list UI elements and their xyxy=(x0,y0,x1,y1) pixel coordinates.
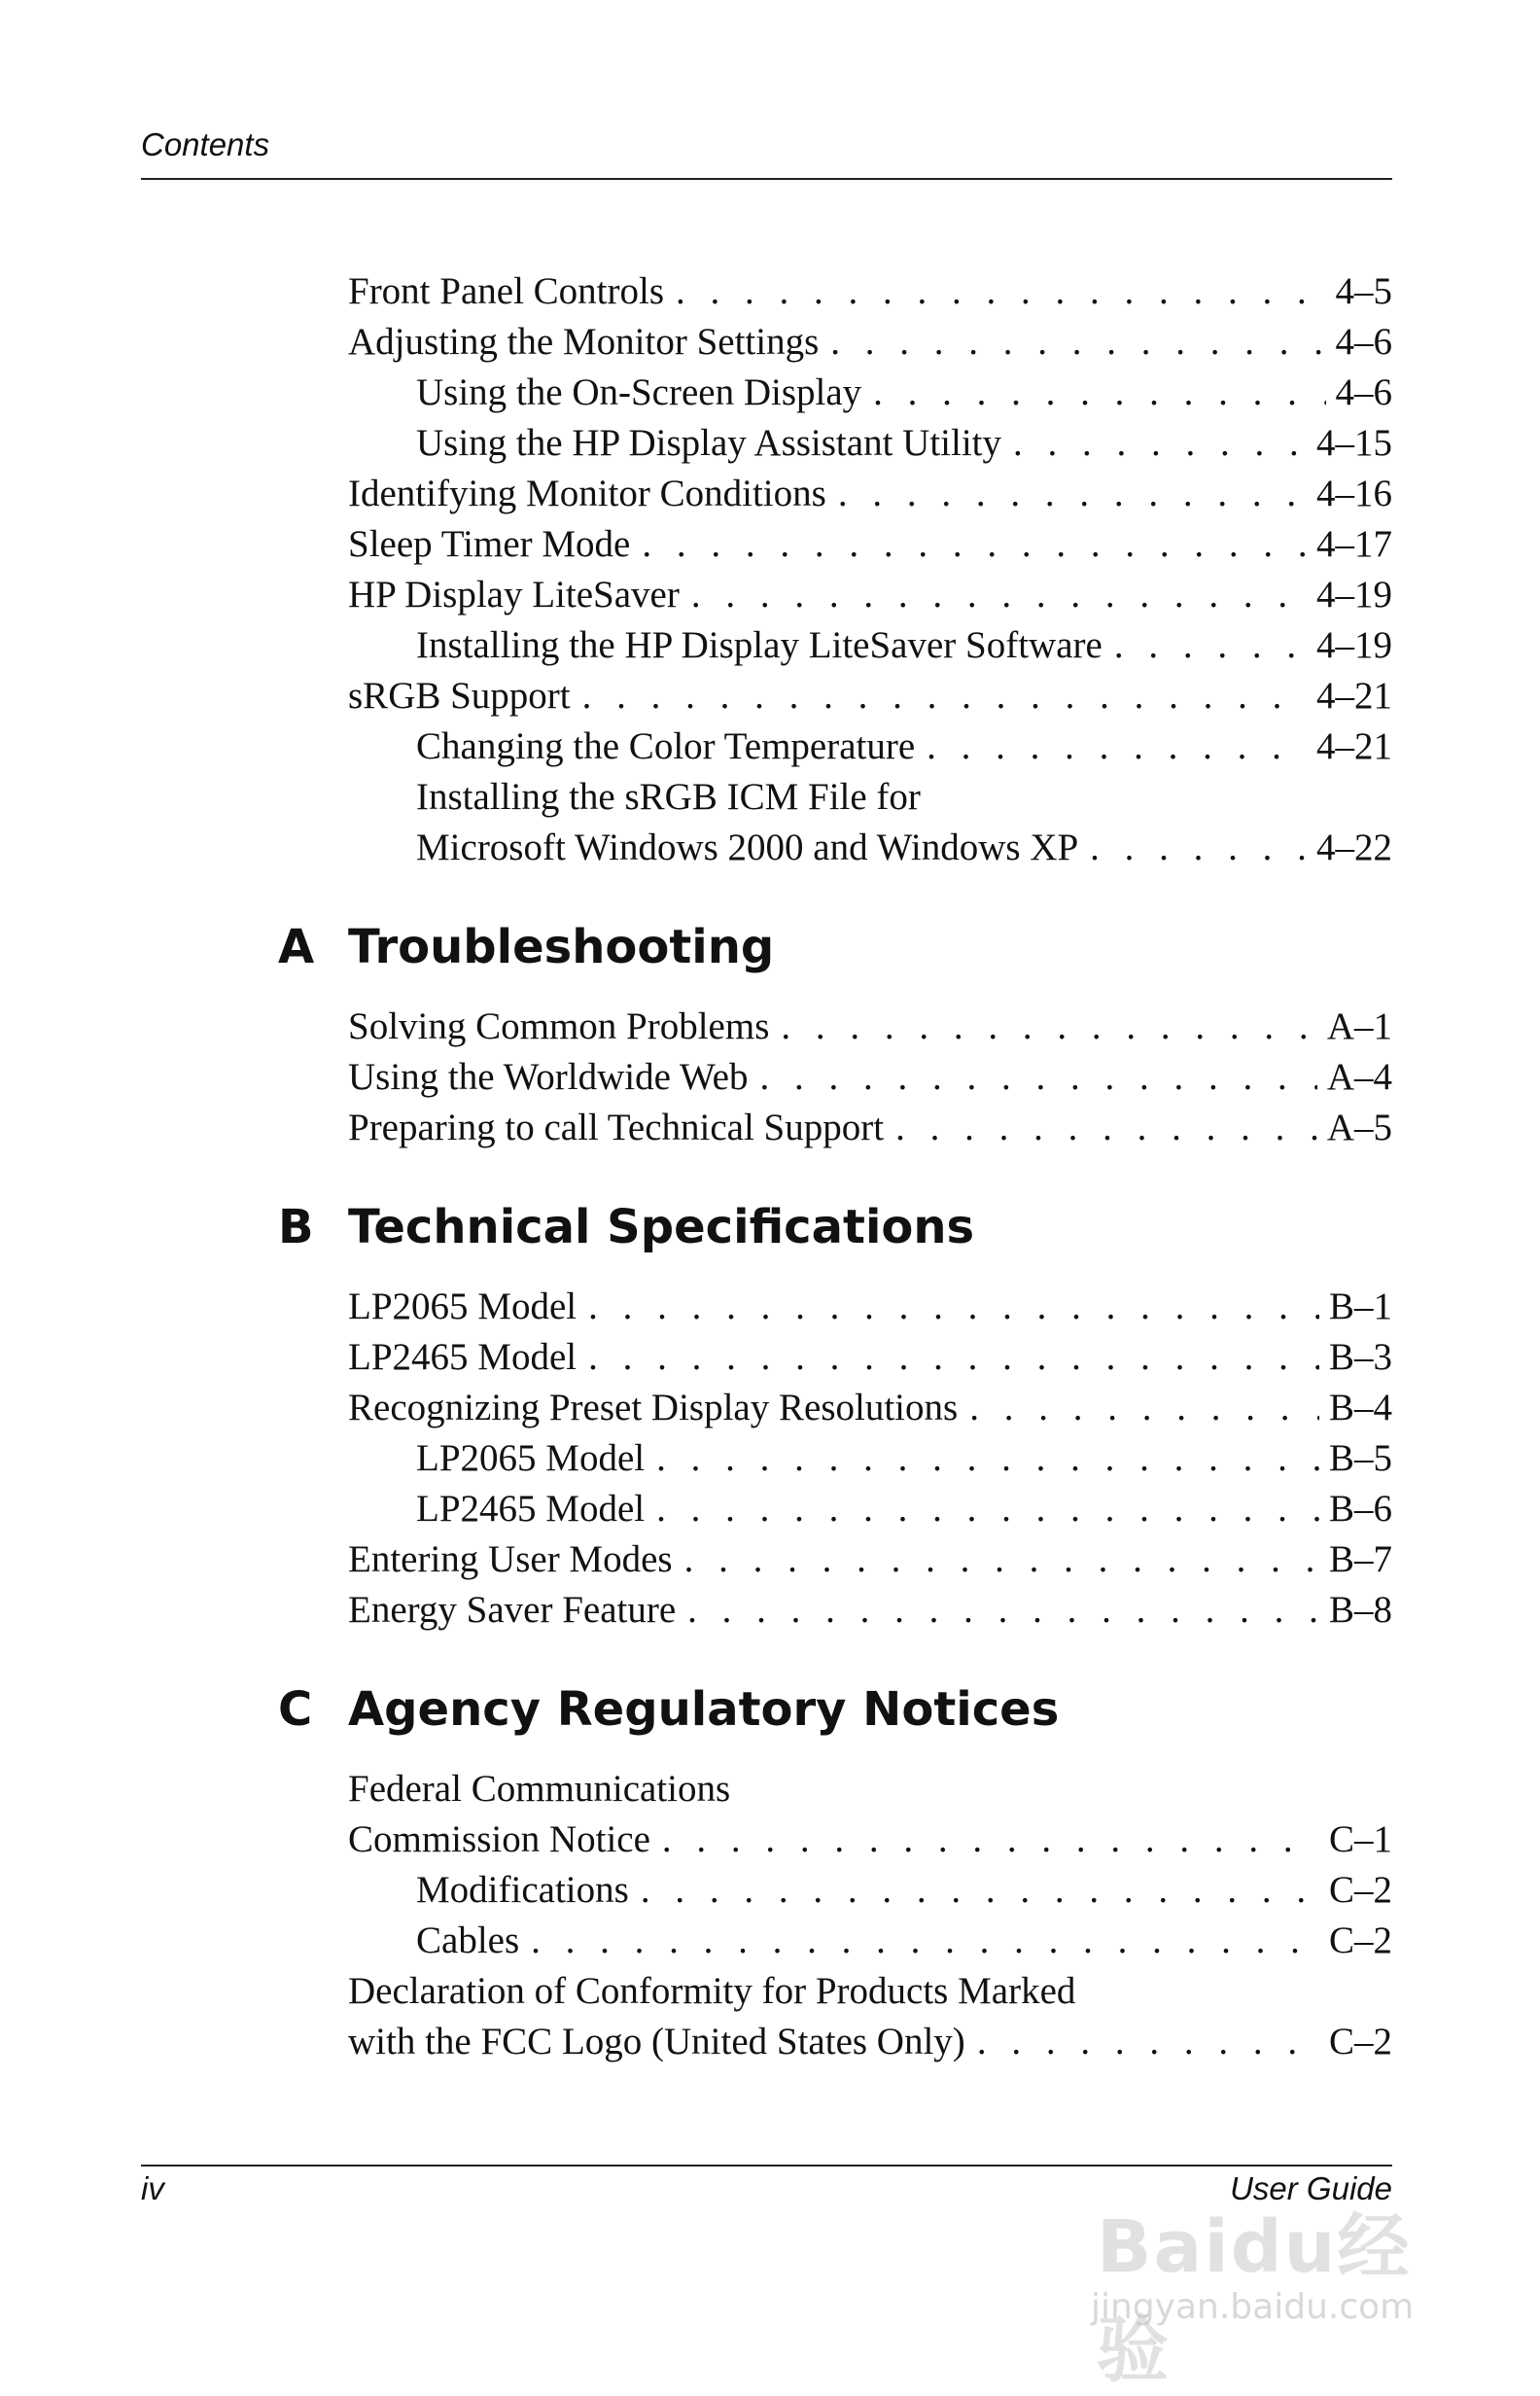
dot-leader xyxy=(927,722,1307,772)
dot-leader xyxy=(1090,823,1307,873)
dot-leader xyxy=(830,317,1325,368)
toc-entry-title: LP2065 Model xyxy=(416,1437,646,1479)
toc-entry-page: 4–16 xyxy=(1316,473,1392,514)
toc-entry-title: Identifying Monitor Conditions xyxy=(348,473,826,514)
toc-entry-page: C–1 xyxy=(1328,1818,1392,1860)
toc-entry-page: C–2 xyxy=(1328,2021,1392,2062)
appendix-heading xyxy=(278,1196,1322,1258)
toc-entry-first-line: Federal Communications xyxy=(348,1768,731,1810)
dot-leader xyxy=(588,1282,1319,1332)
toc-entry-page: C–2 xyxy=(1328,1869,1392,1911)
book-title: User Guide xyxy=(1230,2170,1392,2206)
toc-entry xyxy=(348,1484,1392,1534)
toc-entry-page: B–1 xyxy=(1328,1286,1392,1327)
toc-entry xyxy=(348,1383,1392,1433)
toc-entry xyxy=(348,1433,1392,1484)
toc-entry xyxy=(348,418,1392,469)
toc-entry-first-line: Installing the sRGB ICM File for xyxy=(416,776,921,818)
toc-entry-page: 4–21 xyxy=(1316,725,1392,767)
watermark-url: jingyan.baidu.com xyxy=(1091,2287,1415,2327)
toc-entry-page: 4–21 xyxy=(1316,675,1392,717)
toc-entry-page: 4–22 xyxy=(1316,827,1392,868)
toc-entry xyxy=(348,469,1392,519)
toc-entry-page: A–1 xyxy=(1326,1005,1392,1047)
toc-entry-page: 4–15 xyxy=(1316,422,1392,464)
toc-entry-title: Microsoft Windows 2000 and Windows XP xyxy=(416,827,1079,868)
toc-entry xyxy=(348,317,1392,368)
toc-entry-page: A–5 xyxy=(1326,1107,1392,1148)
toc-entry-page: B–3 xyxy=(1328,1336,1392,1378)
toc-entry-title: Changing the Color Temperature xyxy=(416,725,916,767)
dot-leader xyxy=(687,1585,1319,1636)
toc-entry xyxy=(348,1916,1392,1966)
toc-entry xyxy=(348,519,1392,570)
toc-entry-title: Solving Common Problems xyxy=(348,1005,770,1047)
appendix-letter: A xyxy=(278,920,315,974)
dot-leader xyxy=(895,1103,1317,1153)
toc-entry-first-line: Declaration of Conformity for Products Marked xyxy=(348,1970,1076,2012)
toc-entry-title: LP2465 Model xyxy=(416,1488,646,1530)
appendix-title: Technical Specifications xyxy=(348,1200,975,1254)
dot-leader xyxy=(582,671,1307,722)
toc-entry-title: Front Panel Controls xyxy=(348,270,665,312)
toc-entry xyxy=(348,2017,1392,2067)
dot-leader xyxy=(531,1916,1319,1966)
dot-leader xyxy=(662,1815,1319,1865)
dot-leader xyxy=(838,469,1307,519)
toc-entry xyxy=(348,722,1392,772)
toc-entry xyxy=(348,1534,1392,1585)
dot-leader xyxy=(873,368,1325,418)
dot-leader xyxy=(1013,418,1307,469)
toc-entry xyxy=(348,1332,1392,1383)
toc-entry-title: Cables xyxy=(416,1920,520,1961)
toc-entry-page: C–2 xyxy=(1328,1920,1392,1961)
toc-entry-title: Recognizing Preset Display Resolutions xyxy=(348,1387,959,1428)
appendix-letter: B xyxy=(278,1200,314,1254)
toc-entry-page: B–5 xyxy=(1328,1437,1392,1479)
toc-entry-title: Preparing to call Technical Support xyxy=(348,1107,885,1148)
toc-entry-page: B–6 xyxy=(1328,1488,1392,1530)
toc-entry-page: 4–17 xyxy=(1316,523,1392,565)
toc-entry xyxy=(348,1052,1392,1103)
appendix-letter: C xyxy=(278,1682,313,1737)
toc-entry-page: B–7 xyxy=(1328,1538,1392,1580)
dot-leader xyxy=(684,1534,1319,1585)
watermark-logo: Baidu经验 xyxy=(1097,2205,1412,2392)
dot-leader xyxy=(642,519,1307,570)
dot-leader xyxy=(759,1052,1316,1103)
toc-entry-page: B–4 xyxy=(1328,1387,1392,1428)
toc-entry-title: Adjusting the Monitor Settings xyxy=(348,321,820,363)
toc-entry xyxy=(348,266,1392,317)
toc-entry xyxy=(348,1585,1392,1636)
toc-entry-title: LP2465 Model xyxy=(348,1336,578,1378)
toc-entry-title: Using the HP Display Assistant Utility xyxy=(416,422,1002,464)
toc-entry xyxy=(348,1815,1392,1865)
appendix-title: Agency Regulatory Notices xyxy=(348,1682,1060,1737)
toc-entry xyxy=(348,1282,1392,1332)
toc-entry-page: 4–5 xyxy=(1335,270,1392,312)
table-of-contents xyxy=(278,266,1392,2067)
toc-entry-title: LP2065 Model xyxy=(348,1286,578,1327)
toc-entry-title: Using the Worldwide Web xyxy=(348,1056,749,1098)
footer-rule xyxy=(141,2165,1392,2167)
toc-entry-title: Modifications xyxy=(416,1869,629,1911)
running-head-title: Contents xyxy=(141,126,270,162)
appendix-heading xyxy=(278,1678,1322,1741)
dot-leader xyxy=(641,1865,1319,1916)
appendix-title: Troubleshooting xyxy=(348,920,775,974)
toc-entry xyxy=(348,1002,1392,1052)
dot-leader xyxy=(977,2017,1319,2067)
toc-entry-title: Entering User Modes xyxy=(348,1538,673,1580)
dot-leader xyxy=(676,266,1325,317)
toc-entry xyxy=(348,620,1392,671)
toc-entry-page: A–4 xyxy=(1326,1056,1392,1098)
dot-leader xyxy=(691,570,1307,620)
dot-leader xyxy=(656,1433,1319,1484)
toc-entry xyxy=(348,671,1392,722)
dot-leader xyxy=(1114,620,1307,671)
toc-entry-title: Commission Notice xyxy=(348,1818,650,1860)
toc-entry-page: 4–6 xyxy=(1335,321,1392,363)
toc-entry-title: with the FCC Logo (United States Only) xyxy=(348,2021,965,2062)
toc-entry-page: 4–19 xyxy=(1316,624,1392,666)
toc-entry-title: Sleep Timer Mode xyxy=(348,523,631,565)
toc-entry-page: 4–6 xyxy=(1335,371,1392,413)
toc-entry-page: 4–19 xyxy=(1316,574,1392,616)
toc-entry-title: HP Display LiteSaver xyxy=(348,574,680,616)
page-number: iv xyxy=(141,2170,164,2206)
toc-entry xyxy=(348,823,1392,873)
toc-entry-title: Energy Saver Feature xyxy=(348,1589,677,1631)
header-rule xyxy=(141,178,1392,180)
toc-entry xyxy=(348,368,1392,418)
toc-entry xyxy=(348,1865,1392,1916)
toc-entry-title: Installing the HP Display LiteSaver Software xyxy=(416,624,1102,666)
dot-leader xyxy=(781,1002,1316,1052)
dot-leader xyxy=(656,1484,1319,1534)
dot-leader xyxy=(588,1332,1319,1383)
appendix-heading xyxy=(278,916,1322,978)
toc-entry-title: sRGB Support xyxy=(348,675,571,717)
toc-entry xyxy=(348,570,1392,620)
dot-leader xyxy=(969,1383,1319,1433)
toc-entry-title: Using the On-Screen Display xyxy=(416,371,862,413)
toc-entry xyxy=(348,1103,1392,1153)
toc-entry-page: B–8 xyxy=(1328,1589,1392,1631)
